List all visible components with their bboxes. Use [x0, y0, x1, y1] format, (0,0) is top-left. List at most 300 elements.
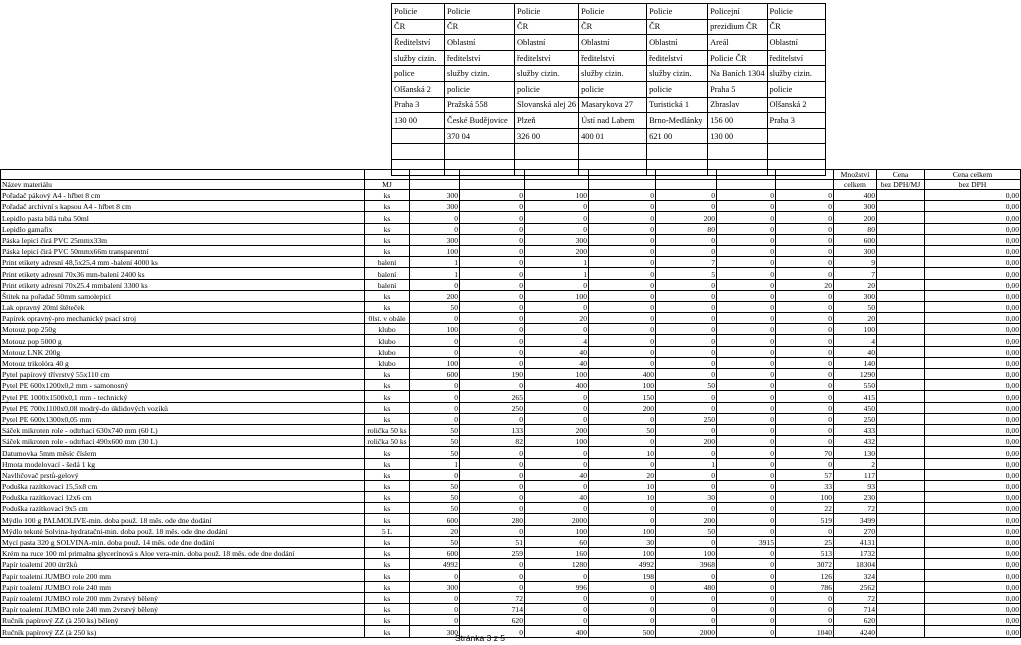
quantity-cell: 0	[776, 234, 834, 245]
table-row	[1, 380, 1021, 391]
quantity-total: 300	[834, 245, 877, 256]
price-total: 0,00	[925, 626, 1021, 637]
quantity-cell: 0	[717, 424, 776, 435]
quantity-cell: 40	[525, 346, 589, 357]
quantity-cell: 160	[525, 548, 589, 559]
unit-price	[877, 380, 925, 391]
quantity-cell: 80	[656, 223, 717, 234]
material-unit: klubo	[365, 324, 410, 335]
header-cell: Oblastní	[647, 35, 708, 51]
quantity-cell: 0	[776, 424, 834, 435]
quantity-cell: 0	[776, 335, 834, 346]
unit-price	[877, 223, 925, 234]
price-total: 0,00	[925, 548, 1021, 559]
material-unit: balení	[365, 257, 410, 268]
header-cell: 370 04	[445, 128, 515, 144]
header-cell	[767, 128, 825, 144]
quantity-cell: 0	[656, 469, 717, 480]
unit-price	[877, 525, 925, 536]
table-row	[1, 570, 1021, 581]
quantity-cell: 3915	[717, 536, 776, 547]
quantity-cell: 1	[410, 458, 460, 469]
col-qty-header-bottom: celkem	[834, 180, 877, 190]
quantity-cell: 0	[460, 201, 525, 212]
price-total: 0,00	[925, 559, 1021, 570]
quantity-cell: 100	[525, 436, 589, 447]
header-cell: Policie	[392, 4, 445, 20]
material-name: Pytel papírový třívrstvý 55x110 cm	[1, 369, 365, 380]
quantity-cell: 0	[460, 581, 525, 592]
header-row	[392, 128, 826, 144]
unit-price	[877, 447, 925, 458]
quantity-cell: 0	[410, 223, 460, 234]
quantity-cell: 25	[776, 536, 834, 547]
quantity-total: 1732	[834, 548, 877, 559]
quantity-cell: 0	[589, 335, 656, 346]
quantity-cell: 0	[460, 335, 525, 346]
quantity-cell: 100	[525, 369, 589, 380]
material-unit: balení	[365, 279, 410, 290]
quantity-cell: 300	[410, 201, 460, 212]
quantity-cell: 0	[656, 503, 717, 514]
quantity-total: 400	[834, 190, 877, 201]
quantity-total: 20	[834, 279, 877, 290]
quantity-cell: 300	[410, 190, 460, 201]
quantity-cell: 0	[589, 212, 656, 223]
quantity-cell: 0	[410, 592, 460, 603]
quantity-cell: 0	[656, 536, 717, 547]
material-unit: klubo	[365, 335, 410, 346]
quantity-cell: 0	[589, 190, 656, 201]
material-name: Papír toaletní JUMBO role 200 mm	[1, 570, 365, 581]
quantity-total: 300	[834, 201, 877, 212]
quantity-cell: 40	[525, 469, 589, 480]
quantity-cell: 0	[460, 626, 525, 637]
quantity-cell: 198	[589, 570, 656, 581]
header-cell: služby cizin.	[392, 50, 445, 66]
quantity-cell: 0	[717, 480, 776, 491]
quantity-cell: 0	[525, 301, 589, 312]
quantity-cell: 400	[589, 369, 656, 380]
quantity-cell: 0	[589, 592, 656, 603]
header-cell: služby cizin.	[515, 66, 579, 82]
price-total: 0,00	[925, 402, 1021, 413]
quantity-cell: 100	[525, 190, 589, 201]
unit-price	[877, 592, 925, 603]
header-cell: Turistická 1	[647, 97, 708, 113]
material-name: Motouz trikolóra 40 g	[1, 357, 365, 368]
quantity-cell: 0	[717, 357, 776, 368]
material-unit: ks	[365, 603, 410, 614]
quantity-total: 4240	[834, 626, 877, 637]
quantity-cell: 300	[525, 234, 589, 245]
quantity-total: 117	[834, 469, 877, 480]
header-row	[392, 66, 826, 82]
quantity-cell: 0	[589, 357, 656, 368]
table-row	[1, 536, 1021, 547]
material-name: Poduška razítkovací 12x6 cm	[1, 492, 365, 503]
price-total: 0,00	[925, 570, 1021, 581]
price-total: 0,00	[925, 424, 1021, 435]
quantity-cell: 100	[410, 245, 460, 256]
header-cell: 130 00	[392, 113, 445, 129]
header-cell: služby cizin.	[647, 66, 708, 82]
quantity-cell: 0	[717, 223, 776, 234]
quantity-cell: 0	[656, 190, 717, 201]
table-row	[1, 391, 1021, 402]
quantity-cell: 0	[410, 212, 460, 223]
quantity-cell: 0	[717, 201, 776, 212]
quantity-cell: 50	[410, 492, 460, 503]
quantity-cell: 0	[460, 480, 525, 491]
header-cell: 156 00	[708, 113, 767, 129]
col-spacer	[525, 170, 589, 180]
quantity-cell: 0	[460, 413, 525, 424]
quantity-cell: 200	[656, 436, 717, 447]
price-total: 0,00	[925, 257, 1021, 268]
table-row	[1, 436, 1021, 447]
quantity-cell: 0	[717, 234, 776, 245]
header-row	[392, 144, 826, 160]
quantity-cell: 0	[656, 234, 717, 245]
quantity-cell: 0	[656, 570, 717, 581]
price-total: 0,00	[925, 514, 1021, 525]
quantity-cell: 0	[410, 313, 460, 324]
quantity-cell: 0	[460, 503, 525, 514]
quantity-cell: 30	[656, 492, 717, 503]
quantity-cell: 0	[656, 324, 717, 335]
price-total: 0,00	[925, 324, 1021, 335]
material-name: Ručník papírový ZZ (à 250 ks) bělený	[1, 615, 365, 626]
quantity-cell: 0	[717, 570, 776, 581]
unit-price	[877, 301, 925, 312]
quantity-cell: 150	[589, 391, 656, 402]
column-header-row-1	[1, 170, 1021, 180]
quantity-total: 93	[834, 480, 877, 491]
quantity-cell: 0	[460, 234, 525, 245]
quantity-cell: 0	[589, 603, 656, 614]
quantity-cell: 250	[656, 413, 717, 424]
unit-price	[877, 559, 925, 570]
quantity-cell: 0	[410, 570, 460, 581]
quantity-cell: 200	[525, 245, 589, 256]
quantity-cell: 0	[589, 223, 656, 234]
quantity-cell: 300	[410, 234, 460, 245]
header-cell: Pražská 558	[445, 97, 515, 113]
quantity-cell: 0	[656, 480, 717, 491]
header-cell: Oblastní	[579, 35, 647, 51]
quantity-cell: 0	[656, 424, 717, 435]
material-name: Poduška razítkovací 15,5x8 cm	[1, 480, 365, 491]
header-cell	[579, 144, 647, 160]
quantity-cell: 0	[525, 503, 589, 514]
material-name: Sáček mikroten role - odtrhací 490x600 mm (30 L)	[1, 436, 365, 447]
quantity-cell: 4992	[410, 559, 460, 570]
table-row	[1, 615, 1021, 626]
unit-price	[877, 245, 925, 256]
table-row	[1, 492, 1021, 503]
material-unit: ks	[365, 615, 410, 626]
price-total: 0,00	[925, 357, 1021, 368]
material-unit: ks	[365, 245, 410, 256]
quantity-cell: 0	[410, 615, 460, 626]
header-cell: Policie	[445, 4, 515, 20]
quantity-cell: 0	[656, 447, 717, 458]
price-total: 0,00	[925, 335, 1021, 346]
header-cell: ředitelství	[647, 50, 708, 66]
quantity-cell: 20	[776, 279, 834, 290]
price-total: 0,00	[925, 492, 1021, 503]
quantity-cell: 1	[525, 268, 589, 279]
table-row	[1, 514, 1021, 525]
quantity-cell: 190	[460, 369, 525, 380]
material-unit: ks	[365, 290, 410, 301]
material-name: Print etikety adresní 48,5x25,4 mm -balení 4000 ks	[1, 257, 365, 268]
quantity-cell: 40	[525, 492, 589, 503]
material-unit: ks	[365, 559, 410, 570]
header-cell	[392, 128, 445, 144]
material-unit: ks	[365, 503, 410, 514]
header-cell: 326 00	[515, 128, 579, 144]
unit-price	[877, 190, 925, 201]
header-cell: prezidium ČR	[708, 19, 767, 35]
quantity-total: 72	[834, 503, 877, 514]
quantity-cell: 100	[589, 525, 656, 536]
material-unit: ks	[365, 369, 410, 380]
table-row	[1, 503, 1021, 514]
quantity-cell: 0	[717, 436, 776, 447]
quantity-cell: 259	[460, 548, 525, 559]
unit-price	[877, 313, 925, 324]
material-name: Krém na ruce 100 ml primalna glycerínová s Aloe vera-min. doba použ. 18 měs. ode dne dodání	[1, 548, 365, 559]
unit-price	[877, 234, 925, 245]
header-cell: Praha 3	[767, 113, 825, 129]
table-row	[1, 447, 1021, 458]
quantity-cell: 100	[410, 357, 460, 368]
unit-price	[877, 212, 925, 223]
header-cell	[515, 144, 579, 160]
quantity-cell: 0	[717, 301, 776, 312]
material-unit: ks	[365, 581, 410, 592]
header-cell: Praha 3	[392, 97, 445, 113]
unit-price	[877, 346, 925, 357]
material-unit: ks	[365, 626, 410, 637]
unit-price	[877, 480, 925, 491]
quantity-total: 100	[834, 324, 877, 335]
material-name: Štítek na pořadač 50mm samolepící	[1, 290, 365, 301]
quantity-cell: 0	[410, 346, 460, 357]
unit-price	[877, 335, 925, 346]
quantity-cell: 0	[589, 514, 656, 525]
table-row	[1, 581, 1021, 592]
material-name: Hmota modelovací - šedá 1 kg	[1, 458, 365, 469]
quantity-cell: 0	[525, 592, 589, 603]
quantity-cell: 0	[460, 469, 525, 480]
col-spacer	[525, 180, 589, 190]
col-qty-header-top: Množství	[834, 170, 877, 180]
table-row	[1, 424, 1021, 435]
quantity-total: 4	[834, 335, 877, 346]
quantity-total: 2562	[834, 581, 877, 592]
unit-price	[877, 436, 925, 447]
material-unit: ks	[365, 380, 410, 391]
quantity-total: 9	[834, 257, 877, 268]
quantity-cell: 4	[525, 335, 589, 346]
quantity-cell: 0	[656, 335, 717, 346]
quantity-cell: 0	[525, 324, 589, 335]
quantity-cell: 126	[776, 570, 834, 581]
material-name: Páska lepicí čirá PVC 25mmx33m	[1, 234, 365, 245]
header-cell: police	[392, 66, 445, 82]
quantity-cell: 50	[410, 503, 460, 514]
header-cell: ČR	[515, 19, 579, 35]
quantity-cell: 600	[410, 514, 460, 525]
quantity-cell: 300	[410, 626, 460, 637]
quantity-cell: 60	[525, 536, 589, 547]
quantity-cell: 0	[717, 290, 776, 301]
table-row	[1, 301, 1021, 312]
quantity-cell: 1	[656, 458, 717, 469]
quantity-total: 714	[834, 603, 877, 614]
quantity-cell: 0	[589, 290, 656, 301]
material-name: Sáček mikroten role - odtrhací 630x740 mm (60 L)	[1, 424, 365, 435]
unit-price	[877, 469, 925, 480]
quantity-cell: 10	[589, 447, 656, 458]
header-cell: ČR	[647, 19, 708, 35]
quantity-cell: 0	[776, 436, 834, 447]
material-unit: ks	[365, 234, 410, 245]
quantity-cell: 0	[525, 603, 589, 614]
material-name: Páska lepicí čirá PVC 50mmx66m transparentní	[1, 245, 365, 256]
quantity-cell: 0	[717, 525, 776, 536]
quantity-cell: 0	[776, 592, 834, 603]
quantity-cell: 0	[589, 413, 656, 424]
quantity-cell: 0	[525, 212, 589, 223]
price-total: 0,00	[925, 313, 1021, 324]
material-name: Datumovka 5mm měsíc číslem	[1, 447, 365, 458]
quantity-cell: 50	[410, 436, 460, 447]
table-row	[1, 480, 1021, 491]
header-cell: služby cizin.	[445, 66, 515, 82]
quantity-cell: 0	[460, 313, 525, 324]
quantity-cell: 20	[589, 469, 656, 480]
unit-price	[877, 603, 925, 614]
table-row	[1, 357, 1021, 368]
header-cell: Brno-Medlánky	[647, 113, 708, 129]
header-cell: ČR	[767, 19, 825, 35]
col-spacer	[656, 170, 717, 180]
header-cell: Ústí nad Labem	[579, 113, 647, 129]
header-cell: policie	[647, 81, 708, 97]
quantity-total: 140	[834, 357, 877, 368]
quantity-cell: 50	[410, 536, 460, 547]
price-total: 0,00	[925, 212, 1021, 223]
material-unit: ks	[365, 536, 410, 547]
table-row	[1, 190, 1021, 201]
unit-price	[877, 458, 925, 469]
quantity-cell: 0	[717, 559, 776, 570]
table-row	[1, 212, 1021, 223]
quantity-cell: 1	[410, 268, 460, 279]
header-cell: Olšanská 2	[767, 97, 825, 113]
material-unit: ks	[365, 447, 410, 458]
quantity-total: 130	[834, 447, 877, 458]
header-cell: Slovanská alej 26	[515, 97, 579, 113]
quantity-cell: 50	[410, 447, 460, 458]
material-name: Lak opravný 20ml štěteček	[1, 301, 365, 312]
quantity-cell: 519	[776, 514, 834, 525]
quantity-cell: 0	[460, 380, 525, 391]
quantity-cell: 0	[717, 592, 776, 603]
price-total: 0,00	[925, 603, 1021, 614]
header-cell: 621 00	[647, 128, 708, 144]
quantity-cell: 0	[589, 201, 656, 212]
quantity-cell: 50	[410, 301, 460, 312]
price-total: 0,00	[925, 615, 1021, 626]
quantity-cell: 600	[410, 548, 460, 559]
quantity-cell: 0	[776, 369, 834, 380]
quantity-cell: 0	[525, 615, 589, 626]
unit-price	[877, 357, 925, 368]
unit-price	[877, 424, 925, 435]
quantity-cell: 0	[776, 458, 834, 469]
quantity-cell: 0	[656, 369, 717, 380]
material-name: Pytel PE 1000x1500x0,1 mm - technický	[1, 391, 365, 402]
price-total: 0,00	[925, 201, 1021, 212]
quantity-cell: 0	[776, 346, 834, 357]
quantity-cell: 0	[589, 458, 656, 469]
col-spacer	[776, 180, 834, 190]
price-total: 0,00	[925, 391, 1021, 402]
price-total: 0,00	[925, 380, 1021, 391]
header-cell: Oblastní	[767, 35, 825, 51]
quantity-cell: 0	[776, 615, 834, 626]
quantity-cell: 1040	[776, 626, 834, 637]
quantity-cell: 1280	[525, 559, 589, 570]
quantity-cell: 20	[525, 313, 589, 324]
table-row	[1, 201, 1021, 212]
unit-price	[877, 503, 925, 514]
quantity-cell: 0	[776, 357, 834, 368]
quantity-cell: 400	[525, 380, 589, 391]
material-name: Print etikety adresní 70x36 mm-balení 2400 ks	[1, 268, 365, 279]
quantity-total: 324	[834, 570, 877, 581]
material-unit: ks	[365, 458, 410, 469]
quantity-cell: 0	[589, 324, 656, 335]
col-total-header-top: Cena celkem	[925, 170, 1021, 180]
quantity-cell: 0	[717, 615, 776, 626]
quantity-cell: 0	[717, 548, 776, 559]
header-row	[392, 4, 826, 20]
header-body	[392, 4, 826, 176]
table-row	[1, 548, 1021, 559]
header-cell: ředitelství	[515, 50, 579, 66]
price-total: 0,00	[925, 581, 1021, 592]
header-cell: policie	[445, 81, 515, 97]
col-spacer	[717, 180, 776, 190]
quantity-cell: 513	[776, 548, 834, 559]
col-spacer	[589, 180, 656, 190]
col-spacer	[410, 170, 460, 180]
quantity-cell: 0	[460, 279, 525, 290]
material-unit: ks	[365, 391, 410, 402]
quantity-cell: 1	[525, 257, 589, 268]
quantity-cell: 0	[525, 201, 589, 212]
quantity-cell: 0	[717, 335, 776, 346]
material-name: Lepidlo gamafix	[1, 223, 365, 234]
quantity-cell: 0	[776, 245, 834, 256]
quantity-cell: 265	[460, 391, 525, 402]
